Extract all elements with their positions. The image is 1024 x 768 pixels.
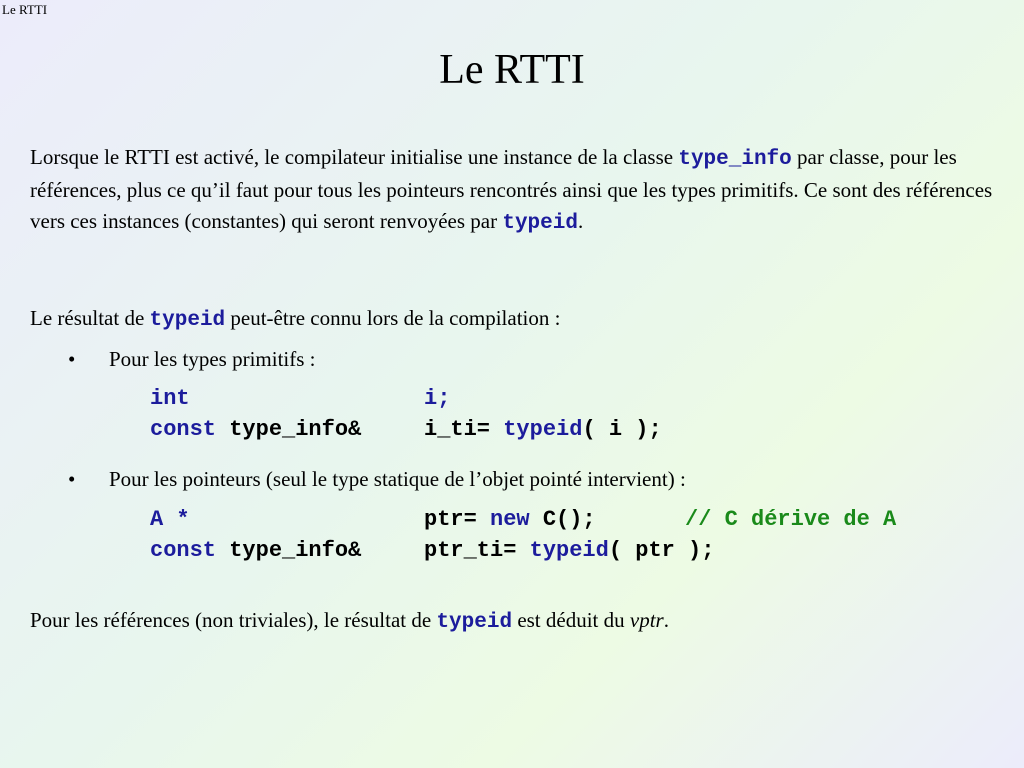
type-info-ref: type_info& <box>216 538 362 563</box>
compile-code-typeid: typeid <box>149 309 226 332</box>
code-line-i: i; <box>424 386 451 411</box>
intro-text-3: . <box>577 209 584 233</box>
code-line-ptr-new <box>424 507 596 532</box>
code-line-int: int <box>150 386 190 411</box>
ptr-assign: ptr= <box>424 507 491 532</box>
intro-code-type-info: type_info <box>678 148 792 171</box>
typeid-arg-i: ( i ); <box>582 417 662 442</box>
compile-text-2: peut-être connu lors de la compilation : <box>225 306 561 330</box>
i-ti-assign: i_ti= <box>424 417 504 442</box>
ref-code-typeid: typeid <box>436 611 513 634</box>
code-line-a-ptr: A * <box>150 507 190 532</box>
intro-code-typeid: typeid <box>502 212 578 235</box>
paragraph-intro <box>30 142 1000 239</box>
paragraph-references <box>30 605 1000 638</box>
bullet-pointer-label: Pour les pointeurs (seul le type statique de l’objet pointé intervient) : <box>109 467 686 491</box>
code-line-const-type-info-2 <box>150 538 361 563</box>
kw-new: new <box>490 507 530 532</box>
kw-const: const <box>150 417 217 442</box>
bullet-primitive-label: Pour les types primitifs : <box>109 347 316 371</box>
ref-vptr: vptr <box>629 608 664 632</box>
code-comment: // C dérive de A <box>685 507 897 532</box>
code-line-ptr-ti <box>424 538 714 563</box>
slide-title: Le RTTI <box>439 47 585 93</box>
kw-typeid: typeid <box>503 417 583 442</box>
kw-typeid: typeid <box>529 538 609 563</box>
kw-const: const <box>150 538 217 563</box>
typeid-arg-ptr: ( ptr ); <box>608 538 715 563</box>
code-line-i-ti <box>424 417 662 442</box>
ref-text-1: Pour les références (non triviales), le résultat de <box>30 608 437 632</box>
bullet-dot: • <box>68 467 76 491</box>
paragraph-compile-time <box>30 303 1000 336</box>
compile-text-1: Le résultat de <box>30 306 150 330</box>
ctor-call: C(); <box>529 507 596 532</box>
intro-text-1: Lorsque le RTTI est activé, le compilateur initialise une instance de la classe <box>30 145 679 169</box>
bullet-dot: • <box>68 347 76 371</box>
type-info-ref: type_info& <box>216 417 362 442</box>
code-line-const-type-info <box>150 417 361 442</box>
ref-text-2: est déduit du <box>512 608 630 632</box>
corner-label: Le RTTI <box>2 2 48 17</box>
intro-text-2: par classe, pour les références, plus ce qu’il faut pour tous les pointeurs rencontrés ainsi que les types primitifs. Ce sont des références vers ces instances (constantes) qui seront renvoyées par <box>30 145 993 233</box>
ref-text-3: . <box>663 608 669 632</box>
ptr-ti-assign: ptr_ti= <box>424 538 530 563</box>
